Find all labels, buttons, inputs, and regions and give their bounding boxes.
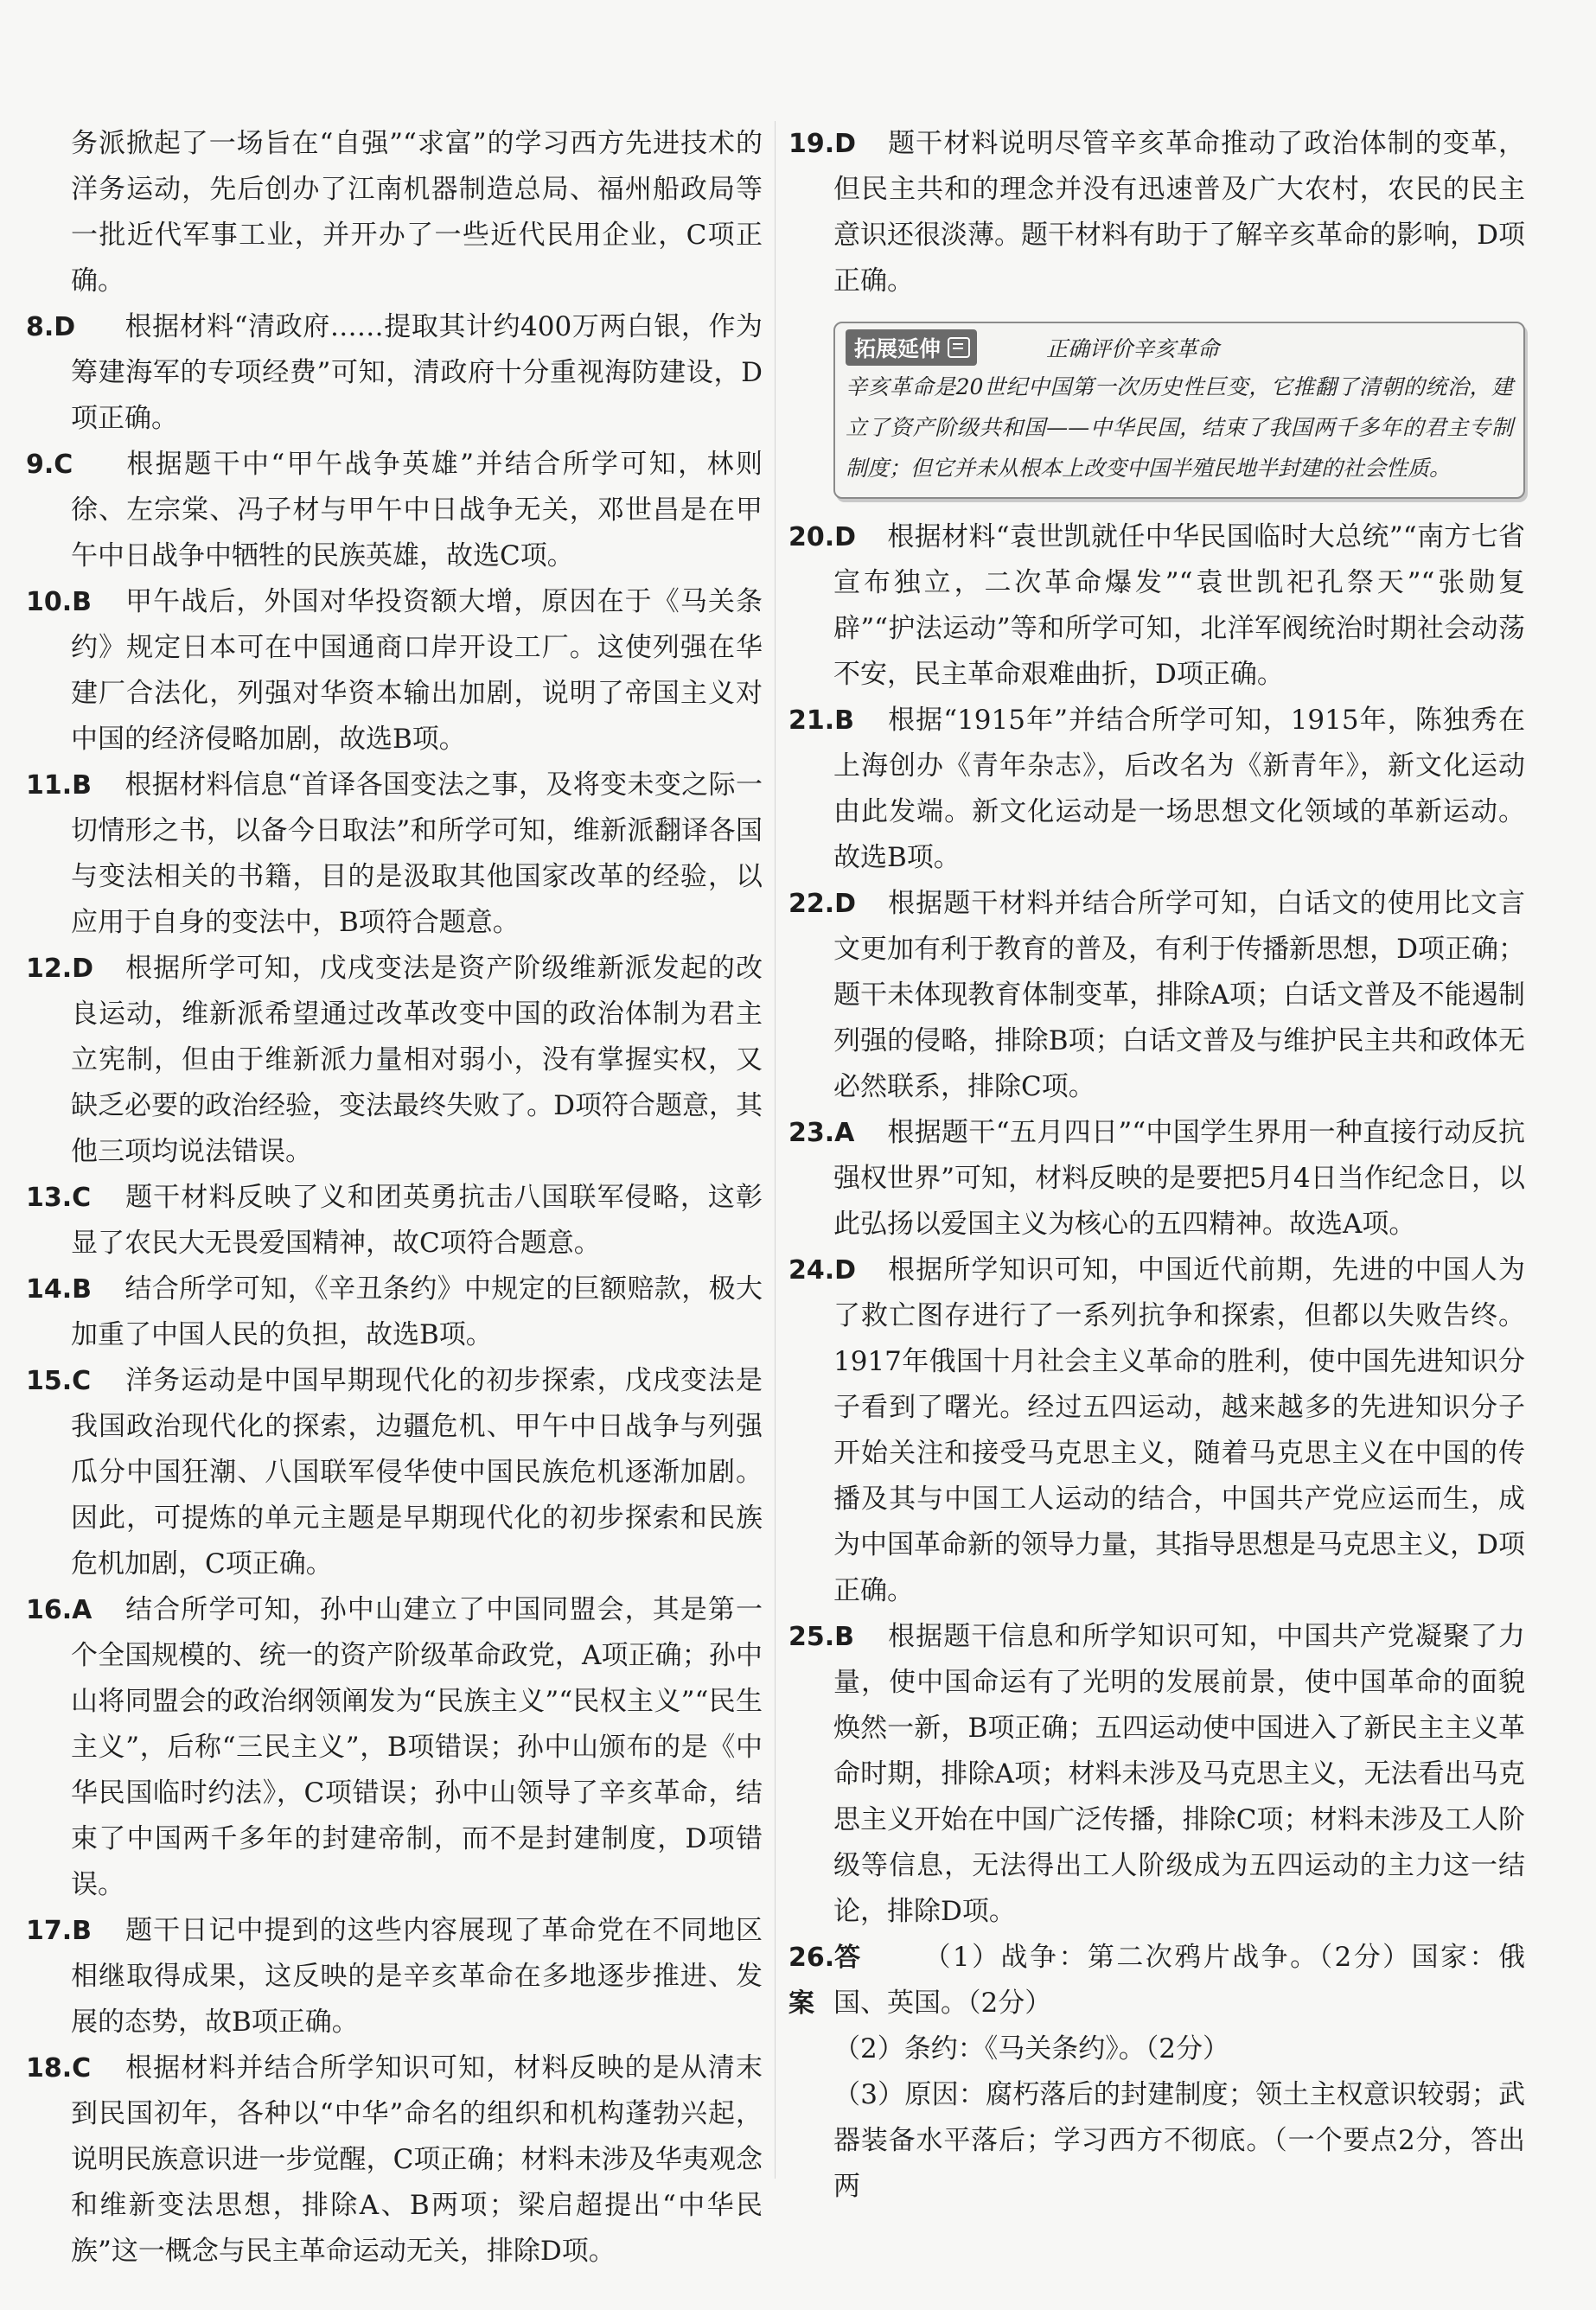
question-number: 17.B bbox=[26, 1916, 93, 1946]
answer-text: 题干材料说明尽管辛亥革命推动了政治体制的变革，但民主共和的理念并没有迅速普及广大农村，农民的民主意识还很淡薄。题干材料有助于了解辛亥革命的影响，D项正确。 bbox=[833, 128, 1525, 297]
answer-item bbox=[26, 304, 763, 442]
answer-26-part-3: （3）原因：腐朽落后的封建制度；领土主权意识较弱；武器装备水平落后；学习西方不彻底。（一个要点2分，答出两 bbox=[833, 2079, 1525, 2202]
answer-item bbox=[26, 946, 763, 1175]
question-number: 19.D bbox=[788, 129, 857, 159]
answer-text: 根据题干中“甲午战争英雄”并结合所学可知，林则徐、左宗棠、冯子材与甲午中日战争无关，邓世昌是在甲午中日战争中牺牲的民族英雄，故选C项。 bbox=[71, 449, 763, 571]
answer-text: 根据材料信息“首译各国变法之事，及将变未变之际一切情形之书，以备今日取法”和所学可知，维新派翻译各国与变法相关的书籍，目的是汲取其他国家改革的经验，以应用于自身的变法中，B项符合题意。 bbox=[71, 769, 763, 938]
answer-item bbox=[26, 1908, 763, 2045]
question-number: 22.D bbox=[788, 889, 857, 919]
answer-item bbox=[788, 1110, 1525, 1248]
question-number: 25.B bbox=[788, 1622, 855, 1652]
answer-item bbox=[26, 579, 763, 763]
question-number: 9.C bbox=[26, 450, 73, 480]
answer-text: 结合所学可知，孙中山建立了中国同盟会，其是第一个全国规模的、统一的资产阶级革命政党，A项正确；孙中山将同盟会的政治纲领阐发为“民族主义”“民权主义”“民生主义”，后称“三民主义”，B项错误；孙中山颁布的是《中华民国临时约法》，C项错误；孙中山领导了辛亥革命，结束了中国两千多年的封建帝制，而不是封建制度，D项错误。 bbox=[71, 1594, 763, 1900]
answer-text: 题干材料反映了义和团英勇抗击八国联军侵略，这彰显了农民大无畏爱国精神，故C项符合题意。 bbox=[71, 1182, 763, 1259]
answer-text: 根据题干“五月四日”“中国学生界用一种直接行动反抗强权世界”可知，材料反映的是要把5月4日当作纪念日，以此弘扬以爱国主义为核心的五四精神。故选A项。 bbox=[833, 1117, 1525, 1240]
answer-item bbox=[26, 442, 763, 579]
right-column bbox=[788, 121, 1525, 2210]
answer-item bbox=[26, 1267, 763, 1358]
answer-item bbox=[26, 121, 763, 304]
answer-26-part-2: （2）条约：《马关条约》。（2分） bbox=[833, 2033, 1229, 2064]
answer-item bbox=[26, 1587, 763, 1908]
extension-label-text: 拓展延伸 bbox=[854, 336, 942, 361]
book-icon bbox=[948, 337, 970, 358]
answer-item bbox=[788, 1935, 1525, 2026]
extension-box bbox=[833, 322, 1525, 499]
answer-item bbox=[788, 1614, 1525, 1935]
answer-text: 根据材料“袁世凯就任中华民国临时大总统”“南方七省宣布独立，二次革命爆发”“袁世凯祀孔祭天”“张勋复辟”“护法运动”等和所学可知，北洋军阀统治时期社会动荡不安，民主革命艰难曲折，D项正确。 bbox=[833, 521, 1525, 690]
answer-text: 结合所学可知，《辛丑条约》中规定的巨额赔款，极大加重了中国人民的负担，故选B项。 bbox=[71, 1273, 763, 1350]
answer-text: （1）战争：第二次鸦片战争。（2分）国家：俄国、英国。（2分） bbox=[833, 1942, 1525, 2019]
column-divider bbox=[775, 121, 776, 2179]
answer-text: 根据题干信息和所学知识可知，中国共产党凝聚了力量，使中国命运有了光明的发展前景，使中国革命的面貌焕然一新，B项正确；五四运动使中国进入了新民主主义革命时期，排除A项；材料未涉及马克思主义，无法看出马克思主义开始在中国广泛传播，排除C项；材料未涉及工人阶级等信息，无法得出工人阶级成为五四运动的主力这一结论，排除D项。 bbox=[833, 1621, 1525, 1927]
question-number: 21.B bbox=[788, 705, 855, 736]
question-number: 20.D bbox=[788, 522, 857, 552]
question-number: 8.D bbox=[26, 312, 76, 342]
answer-item bbox=[788, 121, 1525, 304]
extension-title: 正确评价辛亥革命 bbox=[1046, 336, 1220, 361]
extension-body: 辛亥革命是20世纪中国第一次历史性巨变，它推翻了清朝的统治，建立了资产阶级共和国——中华民国，结束了我国两千多年的君主专制制度；但它并未从根本上改变中国半殖民地半封建的社会性质。 bbox=[846, 374, 1513, 481]
question-number: 10.B bbox=[26, 587, 93, 617]
question-number: 13.C bbox=[26, 1183, 92, 1213]
answer-text: 根据所学知识可知，中国近代前期，先进的中国人为了救亡图存进行了一系列抗争和探索，但都以失败告终。1917年俄国十月社会主义革命的胜利，使中国先进知识分子看到了曙光。经过五四运动，越来越多的先进知识分子开始关注和接受马克思主义，随着马克思主义在中国的传播及其与中国工人运动的结合，中国共产党应运而生，成为中国革命新的领导力量，其指导思想是马克思主义，D项正确。 bbox=[833, 1254, 1525, 1606]
answer-text: 务派掀起了一场旨在“自强”“求富”的学习西方先进技术的洋务运动，先后创办了江南机器制造总局、福州船政局等一批近代军事工业，并开办了一些近代民用企业，C项正确。 bbox=[71, 128, 763, 297]
answer-item bbox=[26, 1175, 763, 1267]
question-number: 12.D bbox=[26, 954, 94, 984]
question-number: 24.D bbox=[788, 1255, 857, 1286]
answer-text: 根据“1915年”并结合所学可知，1915年，陈独秀在上海创办《青年杂志》，后改名为《新青年》，新文化运动由此发端。新文化运动是一场思想文化领域的革新运动。故选B项。 bbox=[833, 705, 1525, 873]
answer-item bbox=[788, 514, 1525, 698]
answer-item bbox=[788, 1248, 1525, 1614]
answer-item bbox=[26, 1358, 763, 1587]
question-number: 23.A bbox=[788, 1118, 855, 1148]
answer-text: 根据所学可知，戊戌变法是资产阶级维新派发起的改良运动，维新派希望通过改革改变中国的政治体制为君主立宪制，但由于维新派力量相对弱小，没有掌握实权，又缺乏必要的政治经验，变法最终失败了。D项符合题意，其他三项均说法错误。 bbox=[71, 953, 763, 1167]
answer-text: 洋务运动是中国早期现代化的初步探索，戊戌变法是我国政治现代化的探索，边疆危机、甲午中日战争与列强瓜分中国狂潮、八国联军侵华使中国民族危机逐渐加剧。因此，可提炼的单元主题是早期现代化的初步探索和民族危机加剧，C项正确。 bbox=[71, 1365, 763, 1579]
answer-text: 根据材料“清政府……提取其计约400万两白银，作为筹建海军的专项经费”可知，清政府十分重视海防建设，D项正确。 bbox=[71, 311, 763, 434]
question-number: 14.B bbox=[26, 1274, 93, 1305]
answer-text: 根据材料并结合所学知识可知，材料反映的是从清末到民国初年，各种以“中华”命名的组织和机构蓬勃兴起，说明民族意识进一步觉醒，C项正确；材料未涉及华夷观念和维新变法思想，排除A、B两项；梁启超提出“中华民族”这一概念与民主革命运动无关，排除D项。 bbox=[71, 2052, 763, 2267]
extension-label bbox=[846, 329, 977, 366]
question-number: 18.C bbox=[26, 2053, 92, 2083]
question-number: 16.A bbox=[26, 1595, 93, 1625]
question-number: 26.答案 bbox=[788, 1943, 861, 2019]
answer-item bbox=[26, 2045, 763, 2275]
answer-text: 甲午战后，外国对华投资额大增，原因在于《马关条约》规定日本可在中国通商口岸开设工厂。这使列强在华建厂合法化，列强对华资本输出加剧，说明了帝国主义对中国的经济侵略加剧，故选B项。 bbox=[71, 586, 763, 755]
question-number: 15.C bbox=[26, 1366, 92, 1396]
answer-item bbox=[26, 763, 763, 946]
answer-item bbox=[788, 698, 1525, 881]
answer-text: 根据题干材料并结合所学可知，白话文的使用比文言文更加有利于教育的普及，有利于传播新思想，D项正确；题干未体现教育体制变革，排除A项；白话文普及不能遏制列强的侵略，排除B项；白话文普及与维护民主共和政体无必然联系，排除C项。 bbox=[833, 888, 1525, 1102]
left-column bbox=[26, 121, 763, 2275]
answer-text: 题干日记中提到的这些内容展现了革命党在不同地区相继取得成果，这反映的是辛亥革命在多地逐步推进、发展的态势，故B项正确。 bbox=[71, 1915, 763, 2038]
answer-item bbox=[788, 881, 1525, 1110]
question-number: 11.B bbox=[26, 770, 93, 801]
